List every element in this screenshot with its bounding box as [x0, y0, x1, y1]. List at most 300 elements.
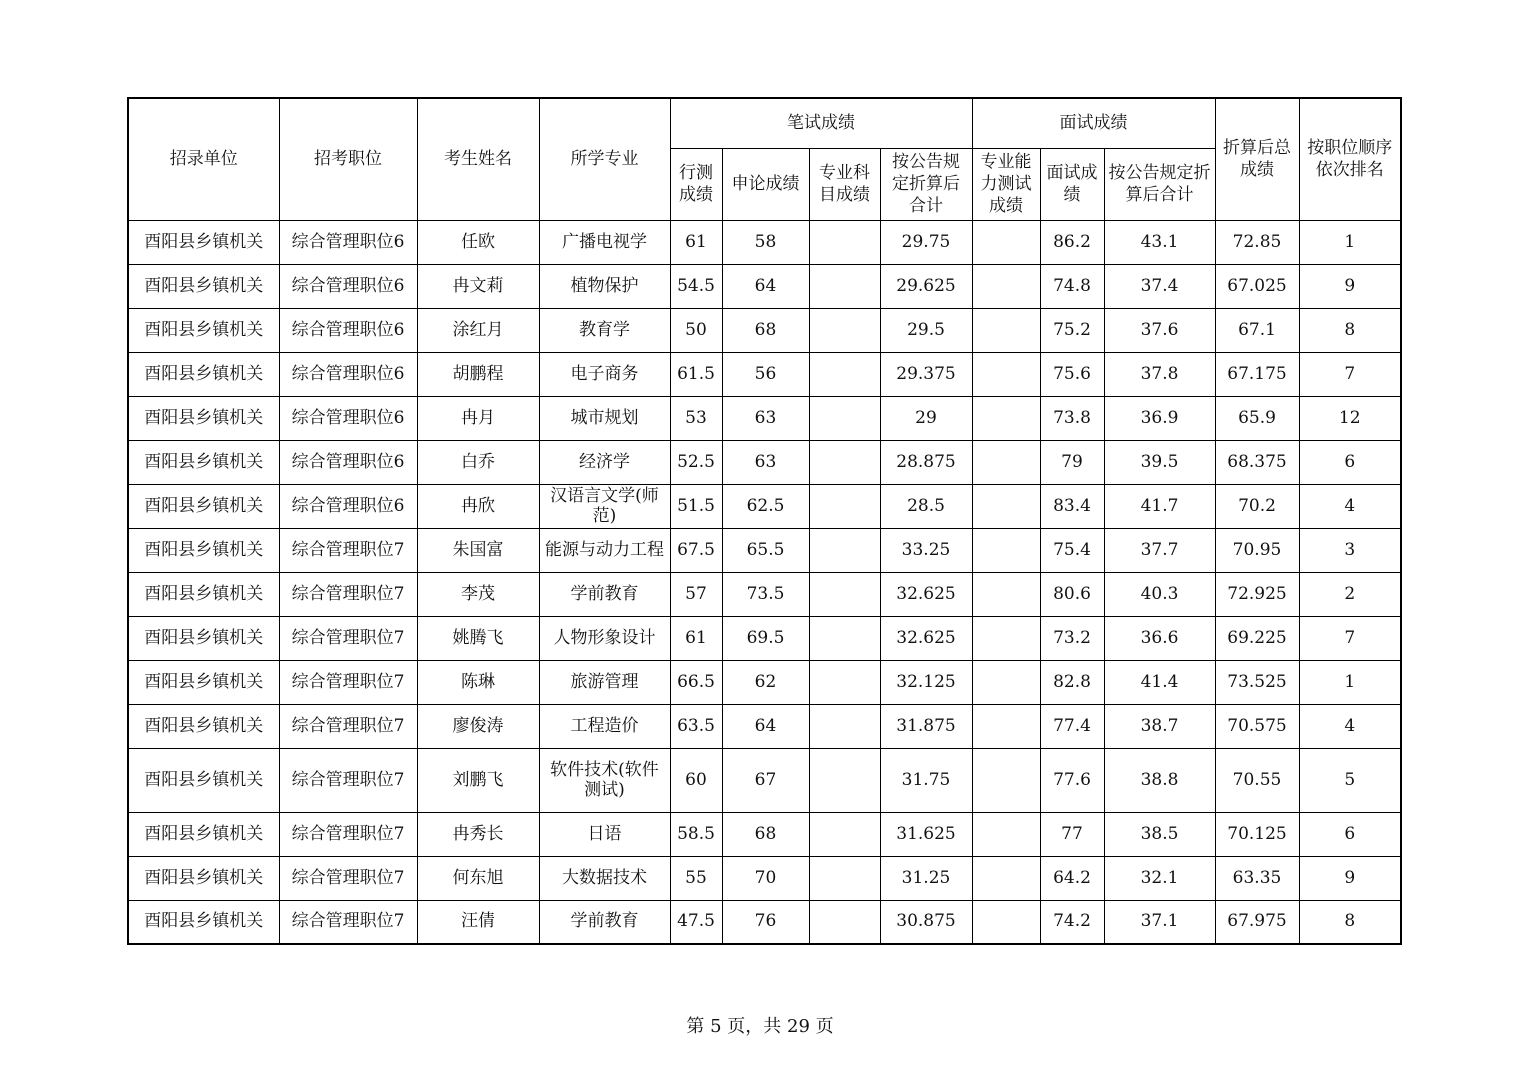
- cell-interview-text: 75.4: [1053, 539, 1091, 560]
- cell-major: [539, 308, 670, 352]
- cell-unit-text: 酉阳县乡镇机关: [144, 583, 264, 604]
- cell-shenlun: [722, 856, 809, 900]
- cell-zhuanye: [809, 440, 880, 484]
- cell-written-total: [880, 528, 972, 572]
- cell-interview-total-text: 43.1: [1140, 231, 1179, 252]
- cell-final: [1215, 812, 1299, 856]
- cell-major-text: 经济学: [579, 451, 630, 472]
- cell-shenlun: [722, 440, 809, 484]
- cell-position: [279, 220, 417, 264]
- cell-interview-total-text: 36.9: [1140, 407, 1179, 428]
- cell-major-text: 工程造价: [570, 715, 639, 736]
- cell-written-total: [880, 572, 972, 616]
- cell-rank: [1299, 220, 1401, 264]
- cell-rank: [1299, 900, 1401, 944]
- cell-zhuanye: [809, 704, 880, 748]
- cell-name-text: 冉月: [461, 407, 495, 428]
- cell-unit: [128, 900, 279, 944]
- cell-final-text: 70.575: [1227, 715, 1287, 736]
- cell-shenlun: [722, 660, 809, 704]
- cell-name-text: 冉文莉: [452, 275, 504, 296]
- cell-xingce: [670, 396, 722, 440]
- cell-name-text: 汪倩: [461, 911, 495, 932]
- cell-ability: [972, 220, 1040, 264]
- cell-rank: [1299, 748, 1401, 812]
- cell-rank-text: 6: [1344, 451, 1356, 472]
- cell-rank-text: 8: [1344, 911, 1356, 932]
- cell-zhuanye: [809, 572, 880, 616]
- cell-unit: [128, 528, 279, 572]
- cell-position-text: 综合管理职位6: [291, 275, 405, 296]
- cell-position: [279, 572, 417, 616]
- table-row: [128, 440, 1401, 484]
- cell-position-text: 综合管理职位6: [291, 407, 405, 428]
- cell-written-total: [880, 748, 972, 812]
- cell-interview-text: 82.8: [1053, 671, 1091, 692]
- cell-final: [1215, 704, 1299, 748]
- header-shenlun-label: 申论成绩: [731, 174, 800, 194]
- cell-major: [539, 220, 670, 264]
- cell-shenlun: [722, 812, 809, 856]
- cell-written-total-text: 31.25: [901, 867, 951, 888]
- table-row: [128, 352, 1401, 396]
- cell-rank-text: 12: [1338, 407, 1361, 428]
- cell-shenlun-text: 62.5: [746, 495, 785, 516]
- cell-position-text: 综合管理职位7: [291, 583, 405, 604]
- cell-name-text: 廖俊涛: [452, 715, 504, 736]
- cell-written-total: [880, 856, 972, 900]
- cell-interview-total: [1104, 616, 1215, 660]
- cell-interview-total-text: 37.1: [1140, 911, 1179, 932]
- cell-xingce: [670, 352, 722, 396]
- cell-shenlun: [722, 396, 809, 440]
- cell-shenlun-text: 63: [754, 451, 777, 472]
- cell-position: [279, 660, 417, 704]
- cell-position-text: 综合管理职位7: [291, 715, 405, 736]
- cell-interview: [1040, 528, 1104, 572]
- cell-unit: [128, 484, 279, 528]
- cell-final-text: 72.925: [1227, 583, 1287, 604]
- cell-name-text: 任欧: [461, 231, 495, 252]
- cell-unit-text: 酉阳县乡镇机关: [144, 823, 264, 844]
- cell-unit: [128, 704, 279, 748]
- cell-final-text: 68.375: [1227, 451, 1287, 472]
- cell-unit-text: 酉阳县乡镇机关: [144, 867, 264, 888]
- cell-xingce-text: 52.5: [677, 451, 715, 472]
- cell-final-text: 67.025: [1227, 275, 1287, 296]
- cell-major: [539, 900, 670, 944]
- cell-rank: [1299, 264, 1401, 308]
- cell-unit: [128, 660, 279, 704]
- cell-ability: [972, 264, 1040, 308]
- cell-name: [417, 528, 539, 572]
- cell-shenlun: [722, 264, 809, 308]
- cell-written-total: [880, 396, 972, 440]
- cell-final: [1215, 308, 1299, 352]
- cell-interview: [1040, 704, 1104, 748]
- table-row: [128, 900, 1401, 944]
- cell-xingce: [670, 440, 722, 484]
- cell-position-text: 综合管理职位6: [291, 495, 405, 516]
- cell-position: [279, 352, 417, 396]
- cell-unit-text: 酉阳县乡镇机关: [144, 495, 264, 516]
- cell-interview-total: [1104, 220, 1215, 264]
- cell-interview-total: [1104, 440, 1215, 484]
- cell-ability: [972, 352, 1040, 396]
- cell-major: [539, 856, 670, 900]
- cell-interview-total-text: 39.5: [1140, 451, 1179, 472]
- cell-xingce-text: 57: [685, 583, 707, 604]
- cell-interview-text: 86.2: [1053, 231, 1091, 252]
- cell-name-text: 冉秀长: [452, 823, 504, 844]
- cell-major: [539, 528, 670, 572]
- cell-ability: [972, 900, 1040, 944]
- cell-name-text: 刘鹏飞: [452, 769, 504, 790]
- cell-interview: [1040, 900, 1104, 944]
- cell-shenlun-text: 67: [754, 769, 777, 790]
- cell-final-text: 70.125: [1227, 823, 1287, 844]
- cell-name: [417, 856, 539, 900]
- cell-xingce: [670, 900, 722, 944]
- cell-written-total: [880, 264, 972, 308]
- cell-interview: [1040, 572, 1104, 616]
- header-written-total-label: 按公告规定折算后合计: [892, 152, 960, 216]
- cell-xingce-text: 54.5: [677, 275, 715, 296]
- cell-shenlun: [722, 308, 809, 352]
- cell-major-text: 学前教育: [570, 911, 639, 932]
- cell-unit-text: 酉阳县乡镇机关: [144, 769, 264, 790]
- cell-position: [279, 528, 417, 572]
- cell-rank: [1299, 704, 1401, 748]
- cell-major-text: 软件技术(软件测试): [550, 760, 659, 800]
- cell-interview-total: [1104, 900, 1215, 944]
- cell-interview: [1040, 748, 1104, 812]
- header-xingce-label: 行测成绩: [679, 163, 713, 205]
- cell-interview-total: [1104, 572, 1215, 616]
- cell-xingce: [670, 220, 722, 264]
- cell-interview-total-text: 41.7: [1140, 495, 1179, 516]
- cell-final-text: 70.55: [1232, 769, 1282, 790]
- cell-position-text: 综合管理职位6: [291, 363, 405, 384]
- cell-xingce: [670, 308, 722, 352]
- cell-major-text: 人物形象设计: [553, 627, 656, 648]
- cell-major-text: 教育学: [579, 319, 630, 340]
- cell-name-text: 李茂: [461, 583, 495, 604]
- cell-rank-text: 6: [1344, 823, 1356, 844]
- cell-interview: [1040, 856, 1104, 900]
- cell-rank: [1299, 572, 1401, 616]
- cell-shenlun-text: 64: [754, 715, 777, 736]
- cell-rank-text: 7: [1344, 627, 1356, 648]
- cell-interview: [1040, 484, 1104, 528]
- cell-rank: [1299, 440, 1401, 484]
- cell-unit-text: 酉阳县乡镇机关: [144, 627, 264, 648]
- cell-interview-total-text: 32.1: [1140, 867, 1179, 888]
- cell-xingce-text: 58.5: [677, 823, 715, 844]
- cell-rank: [1299, 528, 1401, 572]
- cell-zhuanye: [809, 308, 880, 352]
- cell-xingce-text: 53: [685, 407, 707, 428]
- cell-position: [279, 440, 417, 484]
- cell-major: [539, 704, 670, 748]
- cell-rank-text: 2: [1344, 583, 1356, 604]
- cell-name-text: 陈琳: [461, 671, 495, 692]
- table-row: [128, 660, 1401, 704]
- cell-interview: [1040, 308, 1104, 352]
- cell-major: [539, 748, 670, 812]
- cell-position-text: 综合管理职位7: [291, 867, 405, 888]
- cell-shenlun-text: 70: [754, 867, 777, 888]
- cell-position: [279, 396, 417, 440]
- cell-ability: [972, 812, 1040, 856]
- cell-rank: [1299, 308, 1401, 352]
- table-row: [128, 572, 1401, 616]
- cell-final-text: 67.1: [1238, 319, 1276, 340]
- cell-rank-text: 8: [1344, 319, 1356, 340]
- cell-rank: [1299, 812, 1401, 856]
- cell-xingce: [670, 748, 722, 812]
- cell-major: [539, 484, 670, 528]
- cell-interview-total-text: 37.6: [1140, 319, 1179, 340]
- cell-name: [417, 352, 539, 396]
- cell-unit: [128, 616, 279, 660]
- cell-interview-total: [1104, 660, 1215, 704]
- cell-shenlun-text: 64: [754, 275, 777, 296]
- cell-major: [539, 440, 670, 484]
- cell-xingce: [670, 264, 722, 308]
- cell-xingce: [670, 572, 722, 616]
- cell-interview-total: [1104, 748, 1215, 812]
- cell-zhuanye: [809, 748, 880, 812]
- cell-xingce-text: 51.5: [677, 495, 715, 516]
- cell-unit: [128, 352, 279, 396]
- cell-position-text: 综合管理职位7: [291, 769, 405, 790]
- cell-written-total: [880, 308, 972, 352]
- cell-major-text: 城市规划: [570, 407, 639, 428]
- cell-zhuanye: [809, 264, 880, 308]
- cell-xingce: [670, 704, 722, 748]
- page-footer: 第 5 页，共 29 页: [686, 1016, 834, 1037]
- cell-position: [279, 484, 417, 528]
- cell-written-total-text: 32.625: [896, 627, 956, 648]
- cell-interview: [1040, 440, 1104, 484]
- table-row: [128, 616, 1401, 660]
- cell-interview-total: [1104, 396, 1215, 440]
- table-row: [128, 704, 1401, 748]
- cell-position-text: 综合管理职位7: [291, 539, 405, 560]
- cell-written-total: [880, 900, 972, 944]
- cell-interview: [1040, 352, 1104, 396]
- cell-final-text: 73.525: [1227, 671, 1287, 692]
- cell-zhuanye: [809, 856, 880, 900]
- cell-unit: [128, 308, 279, 352]
- cell-unit: [128, 812, 279, 856]
- cell-shenlun-text: 69.5: [746, 627, 785, 648]
- cell-shenlun-text: 68: [754, 319, 777, 340]
- cell-shenlun-text: 62: [754, 671, 777, 692]
- cell-interview: [1040, 616, 1104, 660]
- cell-rank: [1299, 616, 1401, 660]
- cell-written-total-text: 32.125: [896, 671, 956, 692]
- cell-interview-total: [1104, 308, 1215, 352]
- cell-major: [539, 572, 670, 616]
- cell-shenlun-text: 76: [754, 911, 777, 932]
- cell-interview-text: 74.2: [1053, 911, 1091, 932]
- cell-final-text: 65.9: [1238, 407, 1276, 428]
- cell-final-text: 70.2: [1238, 495, 1276, 516]
- cell-xingce-text: 63.5: [677, 715, 715, 736]
- cell-final: [1215, 352, 1299, 396]
- cell-unit: [128, 440, 279, 484]
- cell-written-total-text: 32.625: [896, 583, 956, 604]
- cell-position: [279, 748, 417, 812]
- header-interview-total-label: 按公告规定折算后合计: [1108, 163, 1211, 205]
- header-written-total: [880, 148, 972, 220]
- header-zhuanye: [809, 148, 880, 220]
- cell-shenlun-text: 73.5: [746, 583, 785, 604]
- cell-ability: [972, 616, 1040, 660]
- cell-xingce: [670, 856, 722, 900]
- cell-zhuanye: [809, 352, 880, 396]
- cell-name: [417, 812, 539, 856]
- cell-final: [1215, 572, 1299, 616]
- cell-xingce-text: 55: [685, 867, 707, 888]
- cell-name: [417, 616, 539, 660]
- cell-written-total-text: 30.875: [896, 911, 956, 932]
- cell-position-text: 综合管理职位7: [291, 627, 405, 648]
- cell-written-total: [880, 812, 972, 856]
- cell-shenlun-text: 65.5: [746, 539, 785, 560]
- cell-name: [417, 900, 539, 944]
- cell-unit-text: 酉阳县乡镇机关: [144, 407, 264, 428]
- table-row: [128, 220, 1401, 264]
- cell-interview-text: 80.6: [1053, 583, 1091, 604]
- cell-interview: [1040, 812, 1104, 856]
- cell-rank-text: 9: [1344, 867, 1356, 888]
- cell-name-text: 胡鹏程: [452, 363, 504, 384]
- cell-major: [539, 352, 670, 396]
- cell-interview-total-text: 37.7: [1140, 539, 1179, 560]
- cell-xingce: [670, 660, 722, 704]
- header-rank: [1299, 98, 1401, 220]
- cell-major-text: 广播电视学: [562, 231, 647, 252]
- cell-xingce-text: 61: [685, 627, 707, 648]
- cell-shenlun: [722, 900, 809, 944]
- cell-shenlun: [722, 220, 809, 264]
- cell-interview-total-text: 37.4: [1140, 275, 1179, 296]
- cell-interview-total: [1104, 856, 1215, 900]
- cell-unit: [128, 396, 279, 440]
- cell-interview-total: [1104, 264, 1215, 308]
- cell-ability: [972, 440, 1040, 484]
- cell-rank-text: 5: [1344, 769, 1356, 790]
- cell-xingce-text: 50: [685, 319, 707, 340]
- cell-interview-total-text: 41.4: [1140, 671, 1179, 692]
- cell-interview-text: 75.2: [1053, 319, 1091, 340]
- cell-interview-text: 75.6: [1053, 363, 1091, 384]
- table-row: [128, 812, 1401, 856]
- cell-major-text: 能源与动力工程: [545, 540, 664, 560]
- cell-zhuanye: [809, 812, 880, 856]
- cell-final-text: 69.225: [1227, 627, 1287, 648]
- cell-name: [417, 308, 539, 352]
- cell-final: [1215, 528, 1299, 572]
- cell-major-text: 电子商务: [570, 363, 639, 384]
- cell-ability: [972, 856, 1040, 900]
- cell-shenlun-text: 68: [754, 823, 777, 844]
- cell-shenlun-text: 58: [754, 231, 777, 252]
- cell-unit-text: 酉阳县乡镇机关: [144, 539, 264, 560]
- cell-position: [279, 856, 417, 900]
- cell-ability: [972, 484, 1040, 528]
- header-xingce: [670, 148, 722, 220]
- cell-name-text: 何东旭: [452, 867, 504, 888]
- cell-rank-text: 3: [1344, 539, 1356, 560]
- cell-written-total-text: 29.625: [896, 275, 956, 296]
- cell-interview-text: 74.8: [1053, 275, 1091, 296]
- cell-interview-total: [1104, 704, 1215, 748]
- cell-written-total: [880, 660, 972, 704]
- table-row: [128, 308, 1401, 352]
- cell-final: [1215, 484, 1299, 528]
- cell-rank-text: 1: [1344, 671, 1356, 692]
- cell-ability: [972, 396, 1040, 440]
- cell-zhuanye: [809, 528, 880, 572]
- cell-ability: [972, 308, 1040, 352]
- cell-name: [417, 484, 539, 528]
- cell-shenlun: [722, 616, 809, 660]
- table-row: [128, 856, 1401, 900]
- cell-major-text: 植物保护: [570, 275, 639, 296]
- cell-interview-text: 77.4: [1053, 715, 1091, 736]
- cell-interview-text: 83.4: [1053, 495, 1091, 516]
- cell-unit-text: 酉阳县乡镇机关: [144, 671, 264, 692]
- cell-name-text: 涂红月: [452, 319, 504, 340]
- cell-written-total: [880, 352, 972, 396]
- cell-written-total: [880, 704, 972, 748]
- cell-name: [417, 660, 539, 704]
- cell-interview-text: 79: [1061, 451, 1083, 472]
- cell-xingce-text: 60: [685, 769, 707, 790]
- cell-position: [279, 812, 417, 856]
- cell-written-total-text: 29.5: [907, 319, 945, 340]
- cell-rank-text: 4: [1344, 495, 1356, 516]
- header-rank-label: 按职位顺序依次排名: [1307, 138, 1393, 181]
- cell-interview: [1040, 220, 1104, 264]
- cell-rank-text: 4: [1344, 715, 1356, 736]
- cell-name: [417, 220, 539, 264]
- cell-interview-text: 64.2: [1053, 867, 1091, 888]
- table-row: [128, 528, 1401, 572]
- cell-name-text: 白乔: [461, 451, 495, 472]
- cell-interview-total-text: 38.7: [1140, 715, 1179, 736]
- cell-final-text: 67.975: [1227, 911, 1287, 932]
- cell-final-text: 63.35: [1232, 867, 1282, 888]
- table-header: [128, 98, 1401, 220]
- cell-interview: [1040, 396, 1104, 440]
- cell-rank: [1299, 660, 1401, 704]
- cell-major-text: 汉语言文学(师范): [550, 486, 659, 526]
- table-body: [128, 220, 1401, 944]
- header-shenlun: [722, 148, 809, 220]
- header-final-label: 折算后总成绩: [1223, 138, 1291, 181]
- cell-unit-text: 酉阳县乡镇机关: [144, 231, 264, 252]
- cell-major-text: 学前教育: [570, 583, 639, 604]
- cell-unit-text: 酉阳县乡镇机关: [144, 363, 264, 384]
- header-interview-label: 面试成绩: [1046, 163, 1098, 205]
- cell-major: [539, 660, 670, 704]
- cell-written-total-text: 28.875: [896, 451, 956, 472]
